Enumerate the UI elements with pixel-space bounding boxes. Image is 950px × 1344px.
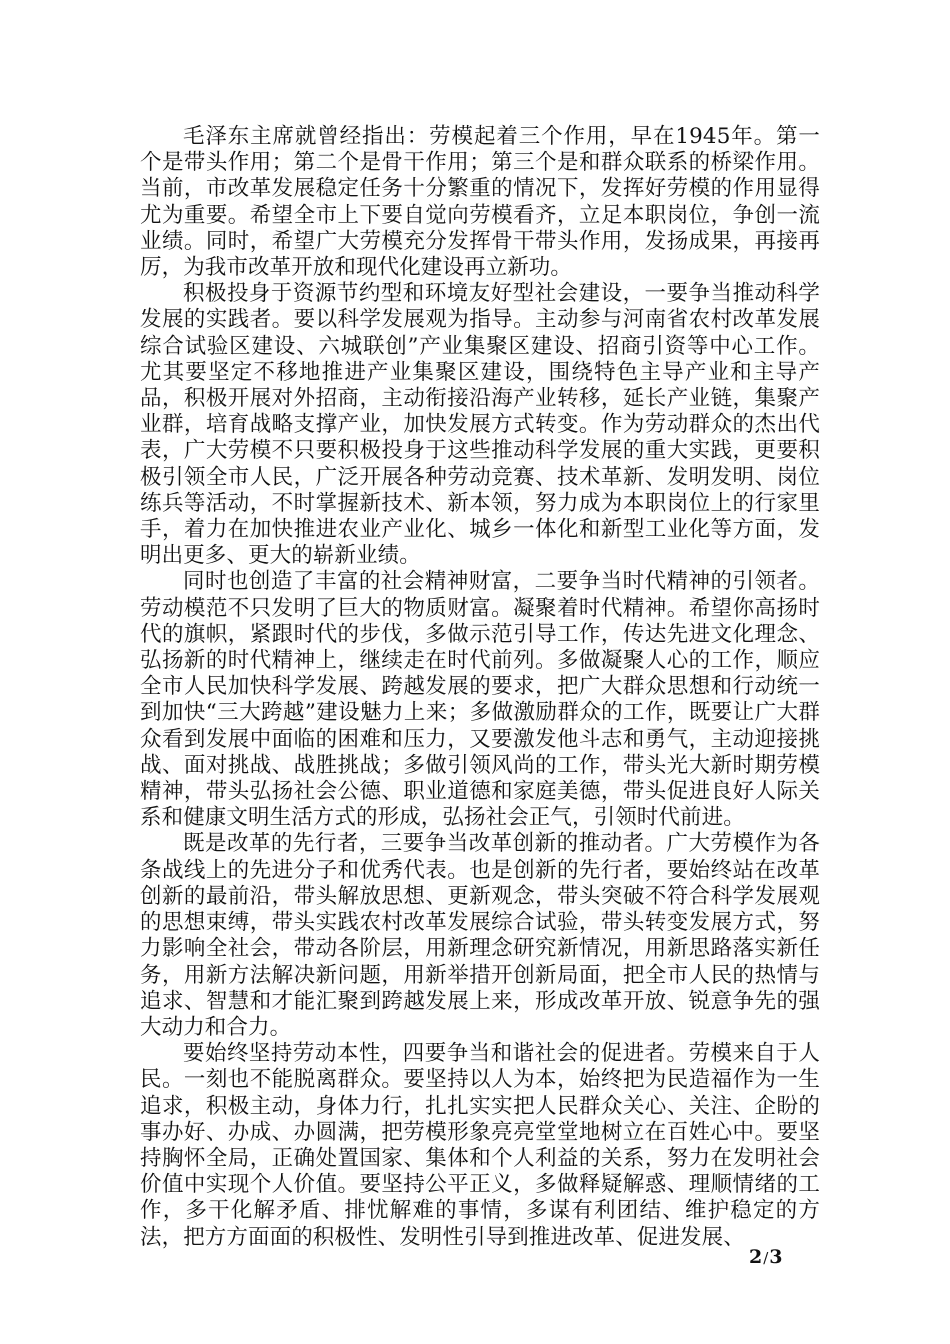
page-number bbox=[749, 1246, 783, 1268]
paragraph-4: 既是改革的先行者，三要争当改革创新的推动者。广大劳模作为各条战线上的先进分子和优秀代表。也是创新的先行者，要始终站在改革创新的最前沿，带头解放思想、更新观念，带头突破不符合科学发展观的思想束缚，带头实践农村改革发展综合试验，带头转变发展方式，努力影响全社会，带动各阶层，用新理念研究新情况，用新思路落实新任务，用新方法解决新问题，用新举措开创新局面，把全市人民的热情与追求、智慧和才能汇聚到跨越发展上来，形成改革开放、锐意争先的强大动力和合力。 bbox=[140, 831, 820, 1040]
page-number-current: 2 bbox=[749, 1246, 763, 1268]
paragraph-2: 积极投身于资源节约型和环境友好型社会建设，一要争当推动科学发展的实践者。要以科学发展观为指导。主动参与河南省农村改革发展综合试验区建设、六城联创”产业集聚区建设、招商引资等中心工作。尤其要坚定不移地推进产业集聚区建设，围绕特色主导产业和主导产品，积极开展对外招商，主动衔接沿海产业转移，延长产业链，集聚产业群，培育战略支撑产业，加快发展方式转变。作为劳动群众的杰出代表，广大劳模不只要积极投身于这些推动科学发展的重大实践，更要积极引领全市人民，广泛开展各种劳动竞赛、技术革新、发明发明、岗位练兵等活动，不时掌握新技术、新本领，努力成为本职岗位上的行家里手，着力在加快推进农业产业化、城乡一体化和新型工业化等方面，发明出更多、更大的崭新业绩。 bbox=[140, 281, 820, 569]
document-body bbox=[140, 124, 820, 1251]
paragraph-1: 毛泽东主席就曾经指出：劳模起着三个作用，早在1945年。第一个是带头作用；第二个是骨干作用；第三个是和群众联系的桥梁作用。当前，市改革发展稳定任务十分繁重的情况下，发挥好劳模的作用显得尤为重要。希望全市上下要自觉向劳模看齐，立足本职岗位，争创一流业绩。同时，希望广大劳模充分发挥骨干带头作用，发扬成果，再接再厉，为我市改革开放和现代化建设再立新功。 bbox=[140, 124, 820, 281]
paragraph-3: 同时也创造了丰富的社会精神财富，二要争当时代精神的引领者。劳动模范不只发明了巨大的物质财富。凝聚着时代精神。希望你高扬时代的旗帜，紧跟时代的步伐，多做示范引导工作，传达先进文化理念、弘扬新的时代精神上，继续走在时代前列。多做凝聚人心的工作，顺应全市人民加快科学发展、跨越发展的要求，把广大群众思想和行动统一到加快“三大跨越”建设魅力上来；多做激励群众的工作，既要让广大群众看到发展中面临的困难和压力，又要激发他斗志和勇气，主动迎接挑战、面对挑战、战胜挑战；多做引领风尚的工作，带头光大新时期劳模精神，带头弘扬社会公德、职业道德和家庭美德，带头促进良好人际关系和健康文明生活方式的形成，弘扬社会正气，引领时代前进。 bbox=[140, 569, 820, 831]
paragraph-5: 要始终坚持劳动本性，四要争当和谐社会的促进者。劳模来自于人民。一刻也不能脱离群众。要坚持以人为本，始终把为民造福作为一生追求，积极主动，身体力行，扎扎实实把人民群众关心、关注、企盼的事办好、办成、办圆满，把劳模形象亮亮堂堂地树立在百姓心中。要坚持胸怀全局，正确处置国家、集体和个人利益的关系，努力在发明社会价值中实现个人价值。要坚持公平正义，多做释疑解惑、理顺情绪的工作，多干化解矛盾、排忧解难的事情，多谋有利团结、维护稳定的方法，把方方面面的积极性、发明性引导到推进改革、促进发展、 bbox=[140, 1041, 820, 1250]
page-number-separator: / bbox=[763, 1249, 769, 1267]
page-number-total: 3 bbox=[769, 1246, 783, 1268]
